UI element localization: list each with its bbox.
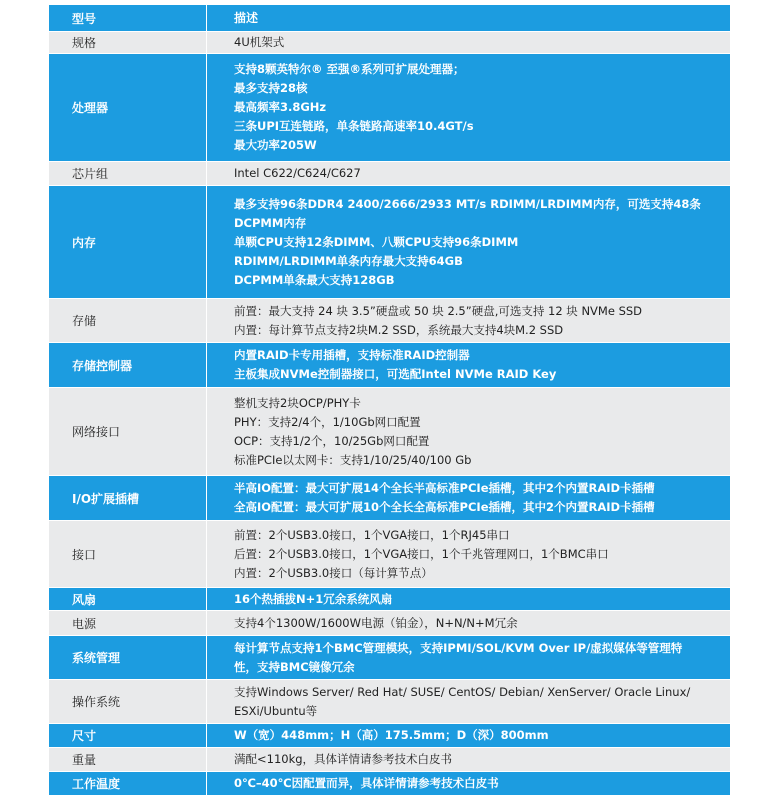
row-line: 内置：2个USB3.0接口（每计算节点） — [234, 565, 433, 580]
row-line: 最大功率205W — [234, 138, 317, 152]
table-row — [49, 299, 730, 343]
row-label: 重量 — [49, 748, 207, 771]
row-line: 满配<110kg，具体详情请参考技术白皮书 — [234, 752, 453, 766]
table-header-row — [49, 5, 730, 32]
row-description — [207, 54, 730, 161]
table-row — [49, 748, 730, 772]
table-row — [49, 521, 730, 588]
row-line: 半高IO配置：最大可扩展14个全长半高标准PCIe插槽，其中2个内置RAID卡插槽 — [234, 481, 655, 495]
row-line: OCP：支持1/2个，10/25Gb网口配置 — [234, 433, 430, 448]
table-row — [49, 343, 730, 388]
row-line: 全高IO配置：最大可扩展10个全长全高标准PCIe插槽，其中2个内置RAID卡插槽 — [234, 500, 655, 514]
row-description — [207, 299, 730, 342]
row-description — [207, 32, 730, 53]
row-line: PHY：支持2/4个，1/10Gb网口配置 — [234, 414, 421, 429]
row-label: 尺寸 — [49, 724, 207, 747]
row-line: W（宽）448mm；H（高）175.5mm；D（深）800mm — [234, 728, 549, 742]
row-line: 前置：2个USB3.0接口，1个VGA接口，1个RJ45串口 — [234, 527, 510, 542]
row-line: 支持Windows Server/ Red Hat/ SUSE/ CentOS/ Debian/ XenServer/ Oracle Linux/ ESXi/Ubuntu等 — [234, 684, 691, 718]
row-line: 最多支持96条DDR4 2400/2666/2933 MT/s RDIMM/LRDIMM内存，可选支持48条 DCPMM内存 — [234, 196, 701, 230]
table-row — [49, 724, 730, 748]
row-label: 网络接口 — [49, 388, 207, 475]
row-line: 16个热插拔N+1冗余系统风扇 — [234, 591, 393, 606]
row-label: 规格 — [49, 32, 207, 53]
row-description — [207, 476, 730, 520]
row-label: 内存 — [49, 186, 207, 298]
row-line: 4U机架式 — [234, 35, 285, 49]
row-line: 三条UPI互连链路，单条链路高速率10.4GT/s — [234, 119, 474, 133]
row-label: 风扇 — [49, 588, 207, 610]
row-label: 系统管理 — [49, 636, 207, 679]
table-row — [49, 162, 730, 186]
row-description — [207, 186, 730, 298]
header-description-text: 描述 — [234, 10, 259, 25]
row-description — [207, 388, 730, 475]
table-row — [49, 772, 730, 796]
row-description — [207, 772, 730, 795]
row-label: 处理器 — [49, 54, 207, 161]
row-description — [207, 343, 730, 387]
table-row — [49, 680, 730, 724]
table-row — [49, 186, 730, 299]
row-description — [207, 611, 730, 635]
row-description — [207, 636, 730, 679]
row-description — [207, 748, 730, 771]
row-description — [207, 724, 730, 747]
row-label: I/O扩展插槽 — [49, 476, 207, 520]
row-line: DCPMM单条最大支持128GB — [234, 272, 395, 287]
row-line: 0℃–40℃因配置而异，具体详情请参考技术白皮书 — [234, 776, 499, 790]
row-line: 支持8颗英特尔® 至强®系列可扩展处理器； — [234, 62, 465, 76]
row-description — [207, 588, 730, 610]
row-line: 最多支持28核 — [234, 81, 308, 95]
row-line: 主板集成NVMe控制器接口，可选配Intel NVMe RAID Key — [234, 367, 557, 381]
table-row — [49, 476, 730, 521]
spec-table — [49, 5, 730, 796]
row-line: 后置：2个USB3.0接口，1个VGA接口，1个千兆管理网口，1个BMC串口 — [234, 546, 609, 561]
row-label: 工作温度 — [49, 772, 207, 795]
row-line: 内置：每计算节点支持2块M.2 SSD，系统最大支持4块M.2 SSD — [234, 322, 564, 337]
row-line: Intel C622/C624/C627 — [234, 166, 361, 180]
row-label: 电源 — [49, 611, 207, 635]
row-label: 芯片组 — [49, 162, 207, 185]
row-line: 最高频率3.8GHz — [234, 100, 327, 114]
table-row — [49, 388, 730, 476]
row-line: 内置RAID卡专用插槽，支持标准RAID控制器 — [234, 348, 470, 362]
table-row — [49, 588, 730, 611]
row-description — [207, 521, 730, 587]
row-line: 每计算节点支持1个BMC管理模块，支持IPMI/SOL/KVM Over IP/虚拟媒体等管理特性，支持BMC镜像冗余 — [234, 640, 683, 674]
row-line: 支持4个1300W/1600W电源（铂金），N+N/N+M冗余 — [234, 615, 518, 630]
row-line: 前置：最大支持 24 块 3.5”硬盘或 50 块 2.5”硬盘,可选支持 12 块 NVMe SSD — [234, 303, 643, 318]
row-line: 整机支持2块OCP/PHY卡 — [234, 395, 361, 410]
row-description — [207, 680, 730, 723]
row-line: 单颗CPU支持12条DIMM、八颗CPU支持96条DIMM — [234, 234, 519, 249]
header-model: 型号 — [49, 5, 207, 31]
row-label: 接口 — [49, 521, 207, 587]
table-row — [49, 636, 730, 680]
table-row — [49, 32, 730, 54]
table-row — [49, 611, 730, 636]
row-line: 标准PCIe以太网卡：支持1/10/25/40/100 Gb — [234, 452, 472, 467]
header-description — [207, 5, 730, 31]
table-row — [49, 54, 730, 162]
row-label: 存储 — [49, 299, 207, 342]
row-line: RDIMM/LRDIMM单条内存最大支持64GB — [234, 253, 463, 268]
row-label: 操作系统 — [49, 680, 207, 723]
row-label: 存储控制器 — [49, 343, 207, 387]
row-description — [207, 162, 730, 185]
